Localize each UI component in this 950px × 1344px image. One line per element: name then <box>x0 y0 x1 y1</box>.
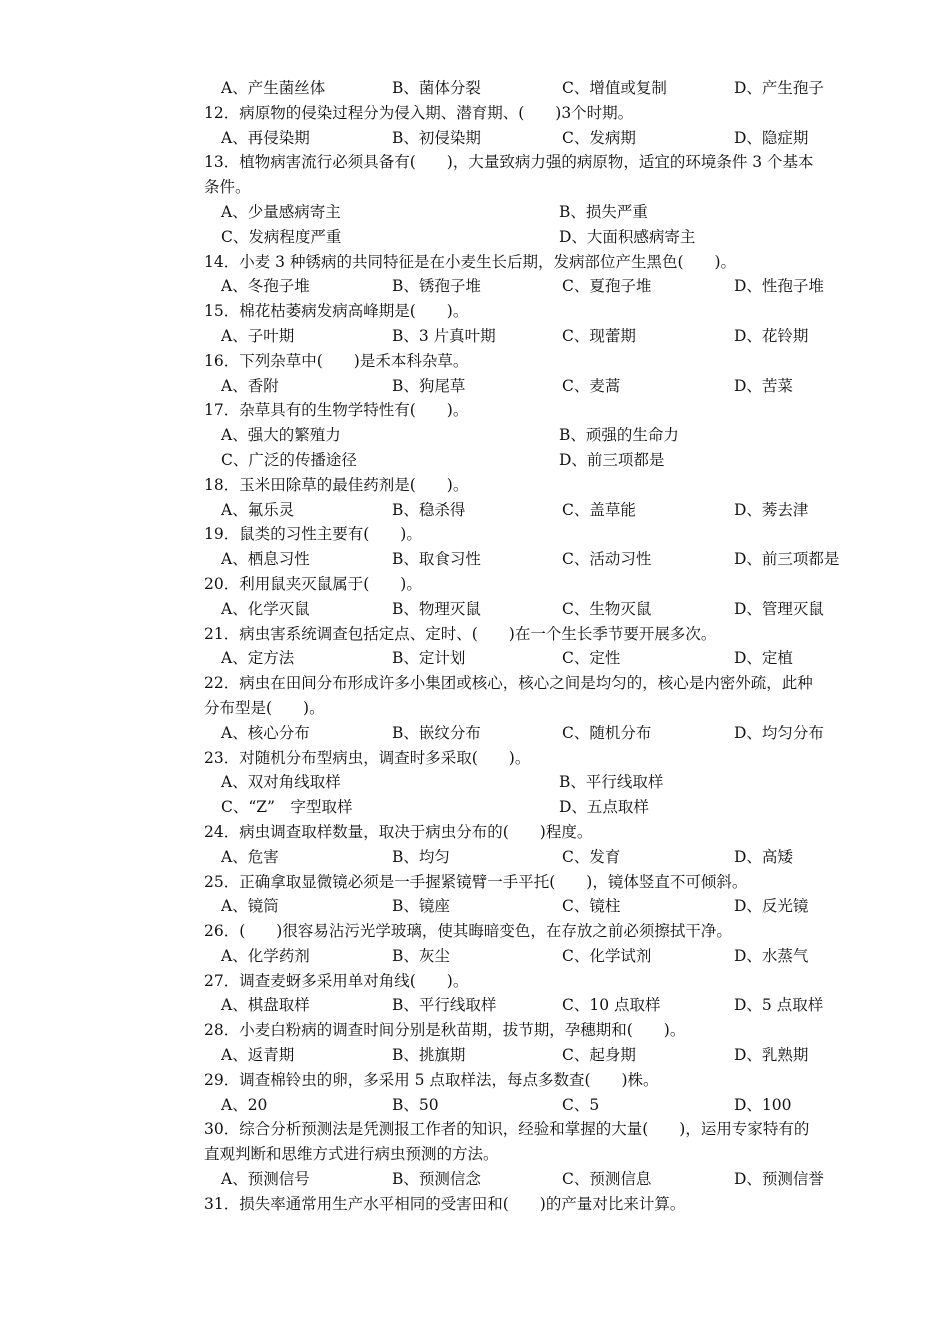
answer-option: A、棋盘取样 <box>221 996 310 1015</box>
answer-option: C、定性 <box>562 649 621 668</box>
answer-option: A、氟乐灵 <box>221 500 295 519</box>
question-text: 22．病虫在田间分布形成许多小集团或核心，核心之间是均匀的，核心是内密外疏，此种 <box>204 674 813 693</box>
answer-option: D、大面积感病寄主 <box>559 227 696 246</box>
option-row <box>204 200 864 225</box>
question-text: 18．玉米田除草的最佳药剂是( )。 <box>204 475 469 494</box>
answer-option: C、夏孢子堆 <box>562 277 652 296</box>
answer-option: A、少量感病寄主 <box>221 202 341 221</box>
answer-option: B、取食习性 <box>392 550 481 569</box>
answer-option: D、高矮 <box>734 847 793 866</box>
answer-option: C、随机分布 <box>562 723 652 742</box>
question-text: 20．利用鼠夹灭鼠属于( )。 <box>204 574 422 593</box>
answer-option: B、平行线取样 <box>392 996 497 1015</box>
answer-option: B、挑旗期 <box>392 1046 466 1065</box>
question-text: 30．综合分析预测法是凭测报工作者的知识，经验和掌握的大量( )，运用专家特有的 <box>204 1120 810 1139</box>
answer-option: A、预测信号 <box>221 1170 310 1189</box>
question-text: 13．植物病害流行必须具备有( )，大量致病力强的病原物，适宜的环境条件 3 个基本 <box>204 153 814 172</box>
answer-option: B、狗尾草 <box>392 376 466 395</box>
answer-option: D、水蒸气 <box>734 946 809 965</box>
answer-option: B、稳杀得 <box>392 500 466 519</box>
option-row <box>204 770 864 795</box>
answer-option: C、广泛的传播途径 <box>221 450 357 469</box>
answer-option: C、现蕾期 <box>562 326 636 345</box>
question-text: 条件。 <box>204 178 251 197</box>
question-text: 28．小麦白粉病的调查时间分别是秋苗期，拔节期，孕穗期和( )。 <box>204 1021 686 1040</box>
answer-option: C、10 点取样 <box>562 996 661 1015</box>
answer-option: C、发病程度严重 <box>221 227 342 246</box>
option-row <box>204 646 864 671</box>
answer-option: B、嵌纹分布 <box>392 723 481 742</box>
option-row <box>204 76 864 101</box>
option-row <box>204 1167 864 1192</box>
answer-option: A、子叶期 <box>221 326 295 345</box>
answer-option: A、镜筒 <box>221 897 279 916</box>
question-text: 25．正确拿取显微镜必须是一手握紧镜臂一手平托( )，镜体竖直不可倾斜。 <box>204 872 748 891</box>
option-row <box>204 845 864 870</box>
answer-option: B、损失严重 <box>559 202 648 221</box>
question-list <box>204 76 864 1217</box>
answer-option: D、100 <box>734 1095 792 1114</box>
answer-option: D、五点取样 <box>559 798 649 817</box>
question-text: 14．小麦 3 种锈病的共同特征是在小麦生长后期，发病部位产生黑色( )。 <box>204 252 737 271</box>
answer-option: C、5 <box>562 1095 600 1114</box>
answer-option: D、苦菜 <box>734 376 793 395</box>
question-text: 19．鼠类的习性主要有( )。 <box>204 525 422 544</box>
answer-option: D、花铃期 <box>734 326 809 345</box>
answer-option: A、核心分布 <box>221 723 310 742</box>
answer-option: A、产生菌丝体 <box>221 79 326 97</box>
option-row <box>204 944 864 969</box>
answer-option: C、活动习性 <box>562 550 652 569</box>
answer-option: A、危害 <box>221 847 279 866</box>
option-row <box>204 547 864 572</box>
answer-option: B、镜座 <box>392 897 450 916</box>
question-text: 29．调查棉铃虫的卵，多采用 5 点取样法，每点多数查( )株。 <box>204 1070 659 1089</box>
answer-option: B、预测信念 <box>392 1170 481 1189</box>
answer-option: A、化学灭鼠 <box>221 599 310 618</box>
answer-option: D、莠去津 <box>734 500 809 519</box>
option-row <box>204 225 864 250</box>
question-text: 16．下列杂草中( )是禾本科杂草。 <box>204 351 469 370</box>
answer-option: B、平行线取样 <box>559 773 664 792</box>
answer-option: D、前三项都是 <box>734 550 840 569</box>
option-row <box>204 795 864 820</box>
answer-option: A、化学药剂 <box>221 946 310 965</box>
option-row <box>204 423 864 448</box>
answer-option: C、增值或复制 <box>562 79 667 97</box>
question-text: 21．病虫害系统调查包括定点、定时、( )在一个生长季节要开展多次。 <box>204 624 717 643</box>
answer-option: D、预测信誉 <box>734 1170 824 1189</box>
answer-option: C、生物灭鼠 <box>562 599 652 618</box>
answer-option: B、初侵染期 <box>392 128 481 147</box>
answer-option: D、管理灭鼠 <box>734 599 824 618</box>
question-text: 27．调查麦蚜多采用单对角线( )。 <box>204 971 469 990</box>
option-row <box>204 274 864 299</box>
answer-option: B、顽强的生命力 <box>559 426 679 445</box>
question-text: 直观判断和思维方式进行病虫预测的方法。 <box>204 1145 499 1164</box>
option-row <box>204 1043 864 1068</box>
answer-option: C、麦蒿 <box>562 376 621 395</box>
answer-option: D、乳熟期 <box>734 1046 809 1065</box>
option-row <box>204 597 864 622</box>
option-row <box>204 498 864 523</box>
question-text: 分布型是( )。 <box>204 698 325 717</box>
answer-option: B、菌体分裂 <box>392 79 481 97</box>
answer-option: A、双对角线取样 <box>221 773 341 792</box>
answer-option: D、前三项都是 <box>559 450 665 469</box>
answer-option: D、隐症期 <box>734 128 809 147</box>
question-text: 31．损失率通常用生产水平相同的受害田和( )的产量对比来计算。 <box>204 1194 686 1213</box>
answer-option: B、定计划 <box>392 649 466 668</box>
answer-option: C、镜柱 <box>562 897 621 916</box>
answer-option: B、锈孢子堆 <box>392 277 481 296</box>
answer-option: A、冬孢子堆 <box>221 277 310 296</box>
answer-option: D、均匀分布 <box>734 723 824 742</box>
answer-option: D、性孢子堆 <box>734 277 824 296</box>
answer-option: B、均匀 <box>392 847 450 866</box>
option-row <box>204 374 864 399</box>
answer-option: B、50 <box>392 1095 439 1114</box>
answer-option: C、化学试剂 <box>562 946 652 965</box>
answer-option: D、5 点取样 <box>734 996 824 1015</box>
question-text: 26．( )很容易沾污光学玻璃，使其晦暗变色，在存放之前必须擦拭干净。 <box>204 922 732 941</box>
answer-option: A、强大的繁殖力 <box>221 426 341 445</box>
answer-option: D、产生孢子 <box>734 79 824 97</box>
question-text: 23．对随机分布型病虫，调查时多采取( )。 <box>204 748 531 767</box>
answer-option: D、反光镜 <box>734 897 809 916</box>
option-row <box>204 448 864 473</box>
answer-option: C、“Z” 字型取样 <box>221 798 353 817</box>
question-text: 24．病虫调查取样数量，取决于病虫分布的( )程度。 <box>204 822 593 841</box>
answer-option: A、栖息习性 <box>221 550 310 569</box>
answer-option: D、定植 <box>734 649 793 668</box>
answer-option: A、再侵染期 <box>221 128 310 147</box>
answer-option: A、20 <box>221 1095 268 1114</box>
option-row <box>204 894 864 919</box>
answer-option: A、香附 <box>221 376 279 395</box>
option-row <box>204 721 864 746</box>
option-row <box>204 126 864 151</box>
question-text: 12．病原物的侵染过程分为侵入期、潜育期、( )3个时期。 <box>204 103 634 122</box>
answer-option: C、发病期 <box>562 128 636 147</box>
answer-option: A、定方法 <box>221 649 295 668</box>
option-row <box>204 324 864 349</box>
question-text: 17．杂草具有的生物学特性有( )。 <box>204 401 469 420</box>
answer-option: C、预测信息 <box>562 1170 652 1189</box>
answer-option: B、灰尘 <box>392 946 450 965</box>
question-text: 15．棉花枯萎病发病高峰期是( )。 <box>204 302 469 321</box>
answer-option: B、3 片真叶期 <box>392 326 496 345</box>
option-row <box>204 993 864 1018</box>
answer-option: B、物理灭鼠 <box>392 599 481 618</box>
option-row <box>204 1093 864 1118</box>
answer-option: C、盖草能 <box>562 500 636 519</box>
answer-option: C、发育 <box>562 847 621 866</box>
answer-option: A、返青期 <box>221 1046 295 1065</box>
answer-option: C、起身期 <box>562 1046 636 1065</box>
